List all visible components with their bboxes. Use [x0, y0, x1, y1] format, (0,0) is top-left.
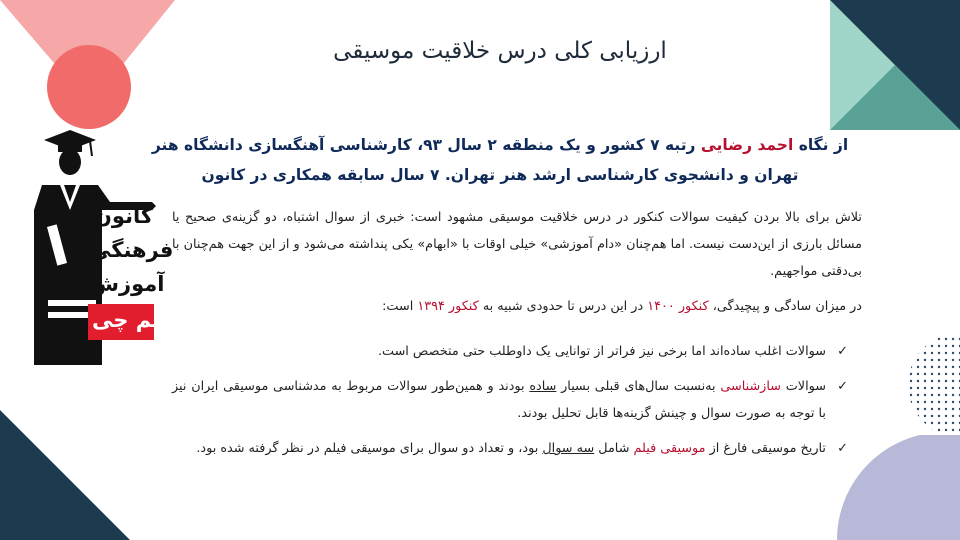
headline-name: احمد رضایی — [700, 136, 794, 154]
logo-text-3: آموزش — [90, 272, 165, 296]
check-icon: ✓ — [837, 344, 848, 359]
top-right-decoration — [830, 0, 960, 130]
check-item-3-a: تاریخ موسیقی فارغ از — [705, 441, 826, 456]
checklist — [172, 338, 848, 470]
check-item-2 — [172, 373, 848, 427]
paragraph-2-red2: کنکور ۱۳۹۴ — [417, 299, 479, 314]
check-item-1 — [172, 338, 848, 365]
logo-text-1: کانون — [94, 204, 154, 228]
paragraph-2-c: است: — [382, 299, 418, 314]
coral-circle — [44, 42, 134, 132]
check-item-3-underline: سه سوال — [542, 441, 595, 456]
slide-title: ارزیابی کلی درس خلاقیت موسیقی — [333, 38, 667, 64]
paragraph-2-b: در این درس تا حدودی شبیه به — [478, 299, 648, 314]
logo-text-2: فرهنگی — [90, 238, 174, 262]
check-item-2-c: بودند و همین‌طور سوالات مربوط به مدشناسی موسیقی ایران نیز با توجه به صورت سوال و چینش گزینه‌ها قابل تحلیل بودند. — [172, 379, 826, 421]
check-item-2-b: به‌نسبت سال‌های قبلی بسیار — [556, 379, 721, 394]
check-item-3 — [172, 435, 848, 462]
check-icon: ✓ — [837, 379, 848, 394]
bottom-left-decoration — [0, 410, 130, 540]
logo-text-4: قلم چی — [92, 308, 175, 332]
check-item-2-underline: ساده — [529, 379, 557, 394]
check-item-2-red: سازشناسی — [720, 379, 781, 394]
paragraph-2-red1: کنکور ۱۴۰۰ — [647, 299, 709, 314]
check-icon: ✓ — [837, 441, 848, 456]
headline-part2: رتبه ۷ کشور و یک منطقه ۲ سال ۹۳، کارشناسی آهنگسازی دانشگاه هنر تهران و دانشجوی کارشناسی ارشد هنر تهران. ۷ سال سابقه همکاری در کانون — [151, 136, 799, 184]
check-item-1-text: سوالات اغلب ساده‌اند اما برخی نیز فراتر از توانایی یک داوطلب حتی متخصص است. — [377, 344, 826, 359]
check-item-3-c: بود، و تعداد دو سوال برای موسیقی فیلم در نظر گرفته شده بود. — [196, 441, 543, 456]
headline-part1: از نگاه — [793, 136, 849, 154]
paragraph-2-a: در میزان سادگی و پیچیدگی، — [708, 299, 862, 314]
check-item-3-b: شامل — [594, 441, 634, 456]
paragraph-1: تلاش برای بالا بردن کیفیت سوالات کنکور در درس خلاقیت موسیقی مشهود است: خبری از سوال اشتباه، دو گزینه‌ی صحیح یا مسائل بارزی از این‌دست نیست. اما هم‌چنان «دام آموزشی» خیلی اوقات با «ابهام» یکی پنداشته می‌شود و از این جهت هم‌چنان با بی‌دقتی مواجهیم. — [172, 210, 862, 279]
paragraph-2 — [172, 293, 862, 320]
check-item-3-red: موسیقی فیلم — [633, 441, 706, 456]
body-text — [172, 204, 862, 320]
lavender-circle — [830, 435, 960, 540]
dots-pattern — [860, 330, 960, 440]
check-item-2-a: سوالات — [781, 379, 826, 394]
headline — [140, 130, 860, 190]
